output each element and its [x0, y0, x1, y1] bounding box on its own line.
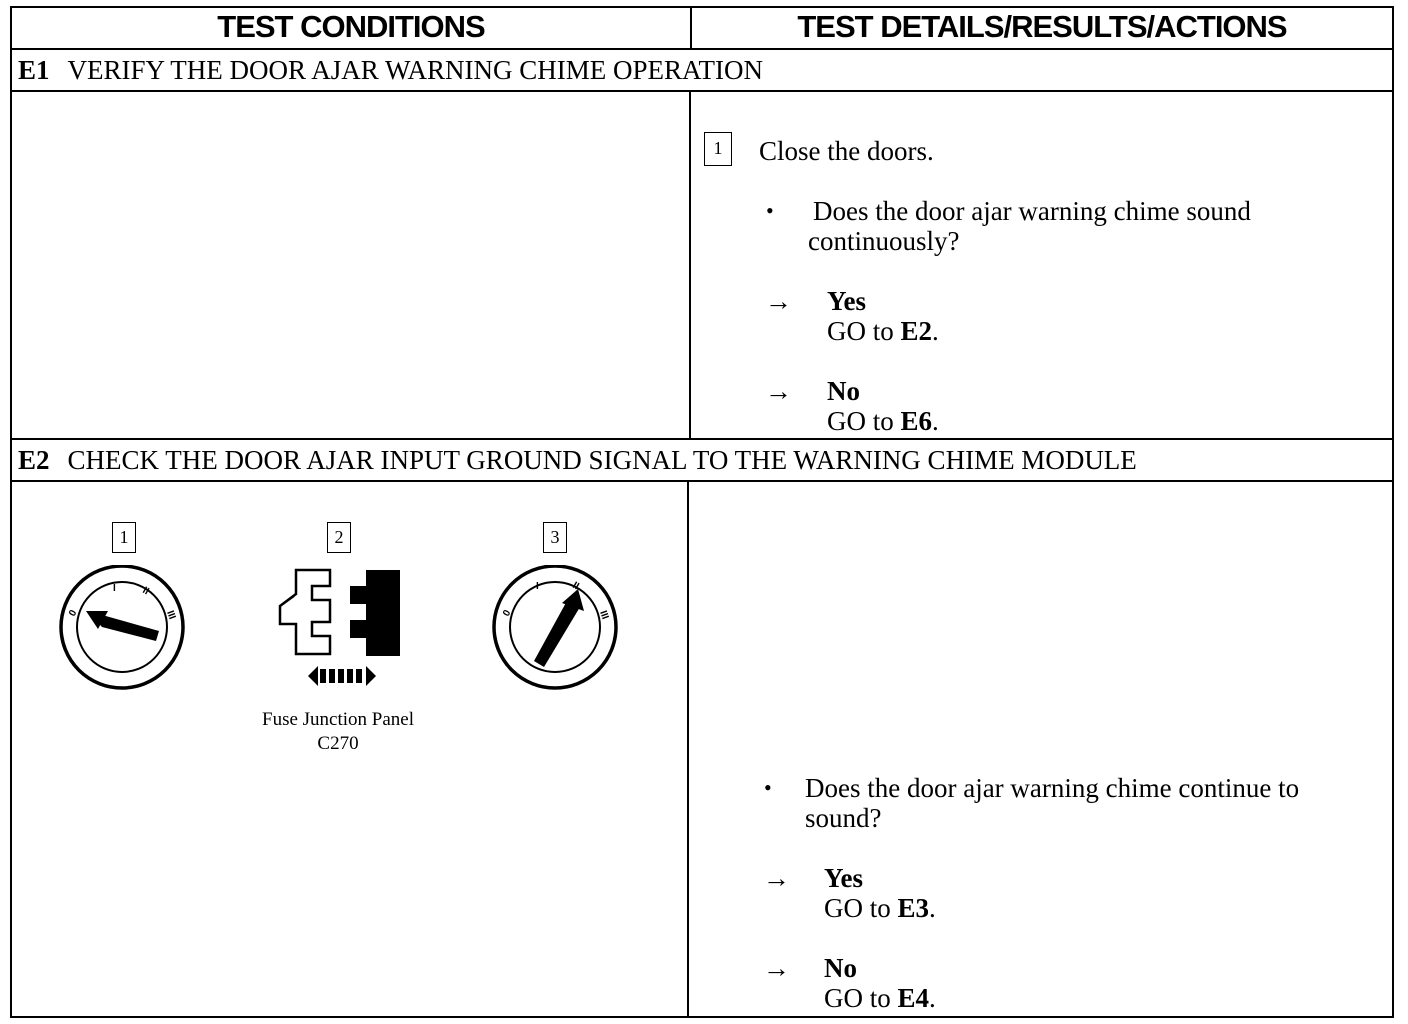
connector-disconnect-icon	[272, 566, 404, 690]
e2-no-goto: GO to	[824, 983, 891, 1013]
e1-yes-goto: GO to	[827, 316, 894, 346]
e2-yes-arrow: →	[763, 863, 790, 893]
e2-no-period: .	[929, 983, 936, 1013]
e1-no-period: .	[932, 406, 939, 436]
svg-text:0: 0	[67, 608, 80, 619]
e1-no-goto: GO to	[827, 406, 894, 436]
e1-step-id: E1	[18, 55, 50, 85]
e1-no-block	[827, 376, 939, 436]
e1-step-text: Close the doors.	[759, 136, 934, 166]
e2-title: CHECK THE DOOR AJAR INPUT GROUND SIGNAL TO THE WARNING CHIME MODULE	[67, 445, 1137, 475]
e1-yes-block	[827, 286, 939, 346]
e2-title-divider	[10, 480, 1394, 482]
ignition-switch-run-icon	[492, 565, 622, 690]
e2-bullet: •	[764, 775, 772, 800]
e1-column-divider	[689, 90, 691, 439]
e2-yes-period: .	[929, 893, 936, 923]
table-border-right	[1392, 6, 1394, 1018]
e2-no-target: E4	[897, 983, 930, 1013]
e2-yes-goto: GO to	[824, 893, 891, 923]
e2-column-divider	[687, 480, 689, 1017]
e1-yes-period: .	[932, 316, 939, 346]
e2-caption-line1: Fuse Junction Panel	[262, 709, 414, 730]
e2-fuse-panel-caption	[238, 708, 438, 756]
e1-no-label: No	[827, 376, 860, 406]
e1-question-text: Does the door ajar warning chime sound continuously?	[808, 196, 1251, 256]
e2-yes-block	[824, 863, 936, 923]
svg-text:III: III	[164, 609, 178, 621]
e2-fig-number-2	[327, 522, 351, 553]
e1-yes-arrow: →	[765, 286, 792, 316]
e2-no-arrow: →	[763, 953, 790, 983]
e2-step-id: E2	[18, 445, 50, 475]
e1-title-divider	[10, 90, 1394, 92]
svg-text:I: I	[536, 581, 539, 592]
e2-yes-label: Yes	[824, 863, 863, 893]
e2-fig-number-3	[543, 522, 567, 553]
svg-text:I: I	[113, 583, 116, 594]
e2-fig-number-3-text: 3	[550, 527, 560, 547]
e1-yes-label: Yes	[827, 286, 866, 316]
svg-text:II: II	[140, 585, 151, 598]
e1-no-target: E6	[900, 406, 933, 436]
ignition-switch-off-icon	[58, 565, 188, 690]
e1-no-arrow: →	[765, 376, 792, 406]
svg-text:0: 0	[501, 608, 514, 619]
e2-top-divider	[10, 438, 1394, 440]
e2-no-label: No	[824, 953, 857, 983]
e1-step-number: 1	[713, 138, 723, 158]
e2-no-block	[824, 953, 936, 1013]
table-border-top	[10, 6, 1394, 8]
svg-text:III: III	[597, 609, 611, 621]
e2-question: Does the door ajar warning chime continue to sound?	[805, 773, 1300, 833]
table-border-bottom	[10, 1016, 1394, 1018]
e1-title-row	[18, 55, 763, 86]
e1-yes-target: E2	[900, 316, 933, 346]
header-divider	[10, 48, 1394, 50]
svg-text:II: II	[570, 580, 581, 593]
e1-bullet: •	[766, 198, 774, 223]
e1-title: VERIFY THE DOOR AJAR WARNING CHIME OPERATION	[67, 55, 764, 85]
header-test-details: TEST DETAILS/RESULTS/ACTIONS	[797, 9, 1287, 44]
e1-step-number-box	[704, 132, 732, 166]
e2-fig-number-2-text: 2	[334, 527, 344, 547]
table-border-left	[10, 6, 12, 1018]
e2-title-row	[18, 445, 1137, 476]
e1-question	[808, 196, 1348, 256]
e2-fig-number-1-text: 1	[119, 527, 129, 547]
e2-caption-line2: C270	[317, 733, 359, 754]
e2-yes-target: E3	[897, 893, 930, 923]
e2-fig-number-1	[112, 522, 136, 553]
header-test-conditions: TEST CONDITIONS	[217, 9, 485, 44]
